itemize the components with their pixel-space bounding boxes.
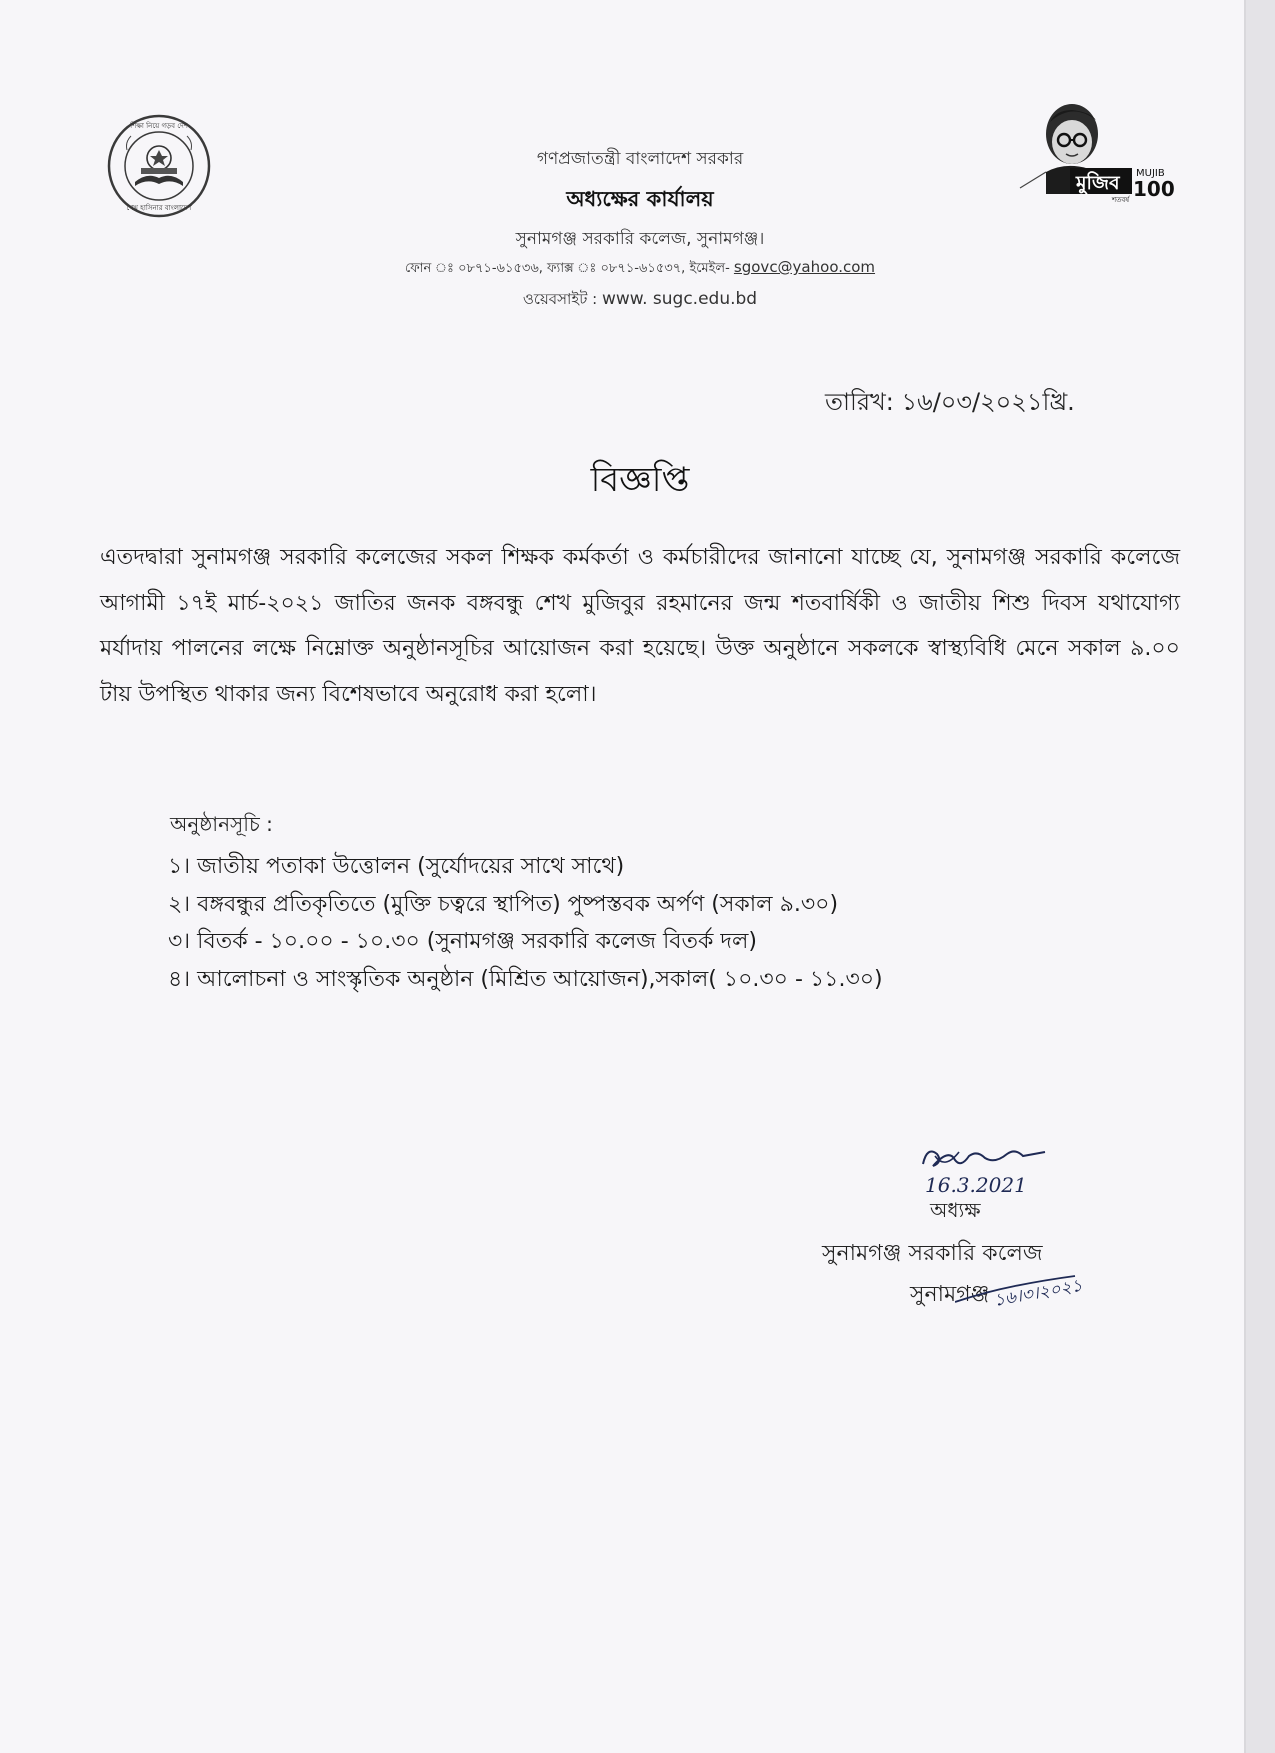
website-link[interactable]: www. sugc.edu.bd [601,289,758,309]
office-heading: অধ্যক্ষের কার্যালয় [566,187,714,211]
signatory-town: সুনামগঞ্জ [910,1282,990,1307]
notice-date: তারিখ: ১৬/০৩/২০২১খ্রি. [825,388,1075,416]
program-item: ৪। আলোচনা ও সাংস্কৃতিক অনুষ্ঠান (মিশ্রিত আয়োজন),সকাল( ১০.৩০ - ১১.৩০) [168,966,883,992]
mujib-100-logo [1010,98,1180,210]
notice-title: বিজ্ঞপ্তি [590,460,690,500]
program-item: ২। বঙ্গবন্ধুর প্রতিকৃতিতে (মুক্তি চত্বরে স্থাপিত) পুষ্পস্তবক অর্পণ (সকাল ৯.৩০) [168,891,839,917]
handwritten-date-stroke [955,1272,1155,1316]
government-heading: গণপ্রজাতন্ত্রী বাংলাদেশ সরকার [536,149,744,169]
notice-body: এতদদ্বারা সুনামগঞ্জ সরকারি কলেজের সকল শিক্ষক কর্মকর্তা ও কর্মচারীদের জানানো যাচ্ছে যে, সুনামগঞ্জ সরকারি কলেজে আগামী ১৭ই মার্চ-২০২১ জাতির জনক বঙ্গবন্ধু শেখ মুজিবুর রহমানের জন্ম শতবার্ষিকী ও জাতীয় শিশু দিবস যথাযোগ্য মর্যাদায় পালনের লক্ষে নিম্নোক্ত অনুষ্ঠানসূচির আয়োজন করা হয়েছে। উক্ত অনুষ্ঠানে সকলকে স্বাস্থ্যবিধি মেনে সকাল ৯.০০ টায় উপস্থিত থাকার জন্য বিশেষভাবে অনুরোধ করা হলো। [100,545,1180,707]
website-label: ওয়েবসাইট : [522,290,602,308]
svg-text:100: 100 [1133,177,1175,201]
program-item: ১। জাতীয় পতাকা উত্তোলন (সুর্যোদয়ের সাথে সাথে) [168,854,625,879]
svg-text:16.3.2021: 16.3.2021 [925,1173,1027,1197]
website-line [280,288,1000,313]
svg-text:১৬।৩।২০২১: ১৬।৩।২০২১ [992,1275,1085,1311]
contact-line [280,258,1000,280]
signatory-title: অধ্যক্ষ [930,1198,981,1222]
scanner-edge [1246,0,1275,1753]
email-link[interactable]: sgovc@yahoo.com [733,258,876,276]
college-address: সুনামগঞ্জ সরকারি কলেজ, সুনামগঞ্জ। [515,229,765,249]
program-list [168,848,883,998]
college-emblem-logo [105,112,213,220]
handwritten-signature [915,1142,1065,1198]
program-item: ৩। বিতর্ক - ১০.০০ - ১০.৩০ (সুনামগঞ্জ সরকারি কলেজ বিতর্ক দল) [168,929,757,954]
signatory-college: সুনামগঞ্জ সরকারি কলেজ [822,1241,1043,1266]
svg-text:শতবর্ষ: শতবর্ষ [1112,196,1130,204]
phone-fax-text: ফোন ঃ ০৮৭১-৬১৫৩৬, ফ্যাক্স ঃ ০৮৭১-৬১৫৩৭, ইমেইল- [404,261,734,276]
svg-text:MUJIB: MUJIB [1136,168,1165,179]
svg-text:শিক্ষা নিয়ে গড়ব দেশ: শিক্ষা নিয়ে গড়ব দেশ [130,122,188,130]
svg-text:শেখ হাসিনার বাংলাদেশ: শেখ হাসিনার বাংলাদেশ [126,204,192,212]
program-label: অনুষ্ঠানসূচি : [170,812,273,836]
svg-text:মুজিব: মুজিব [1076,172,1120,194]
